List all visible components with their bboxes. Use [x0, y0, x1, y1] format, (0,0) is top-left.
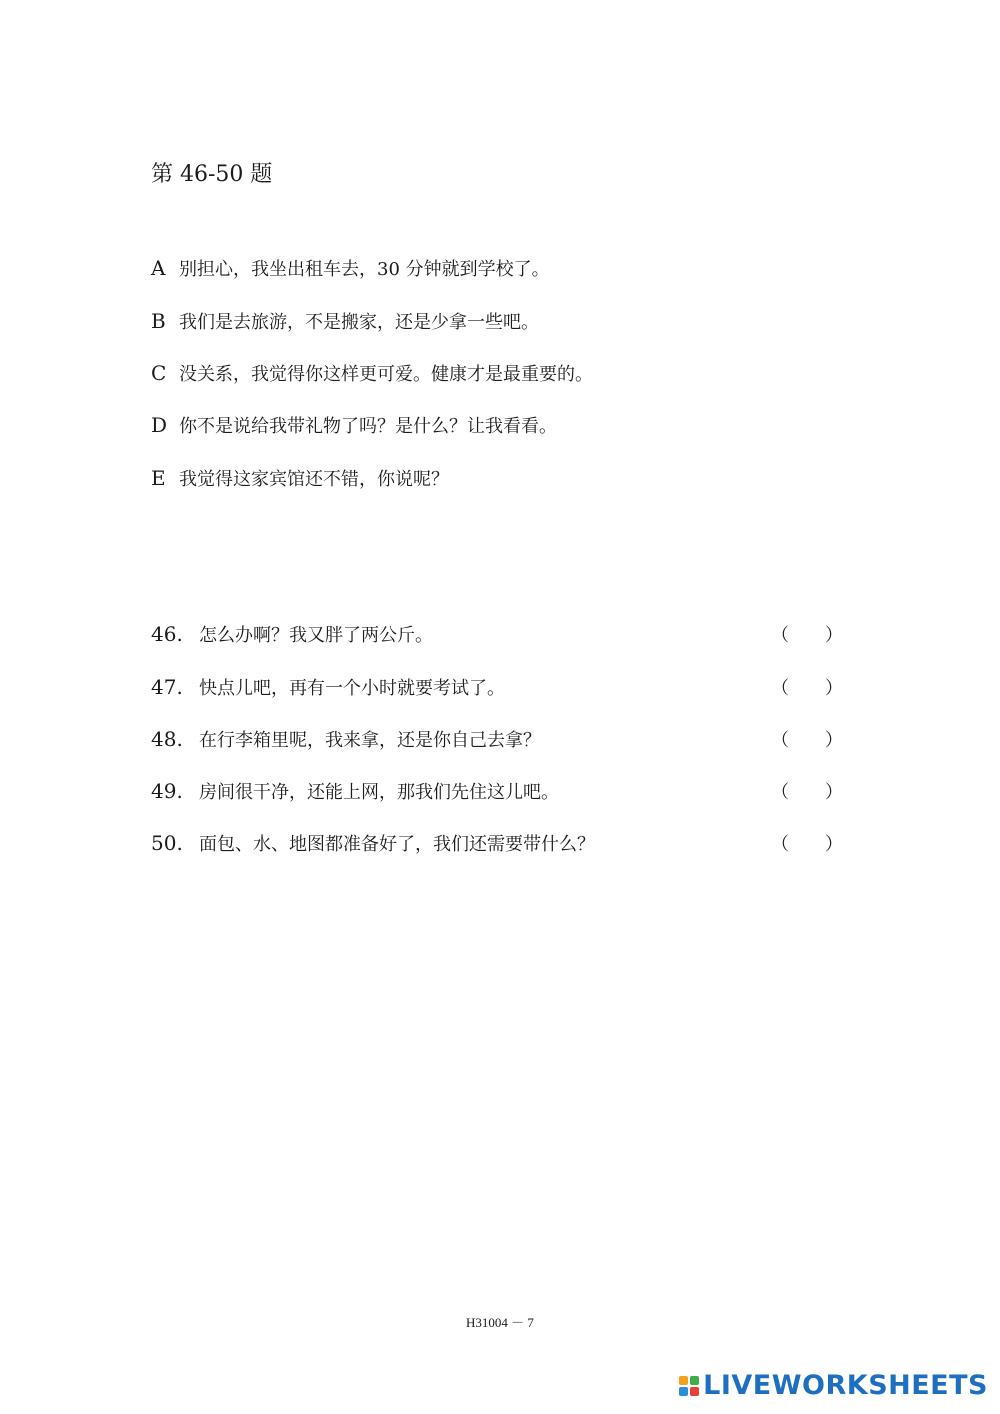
option-text: 没关系，我觉得你这样更可爱。健康才是最重要的。 [179, 364, 593, 385]
option-c [151, 360, 593, 386]
answer-blank[interactable] [771, 726, 843, 752]
question-text: 面包、水、地图都准备好了，我们还需要带什么？ [199, 834, 595, 855]
option-b [151, 308, 539, 334]
section-title: 第 46-50 题 [151, 162, 273, 187]
question-number: 46. [151, 622, 183, 646]
answer-blank[interactable] [771, 830, 843, 856]
answer-open-paren: （ [771, 730, 789, 751]
question-49 [151, 778, 851, 804]
answer-close-paren: ） [825, 730, 843, 751]
option-a [151, 255, 550, 281]
answer-close-paren: ） [825, 625, 843, 646]
option-letter: C [151, 361, 167, 385]
option-text: 别担心，我坐出租车去，30 分钟就到学校了。 [179, 259, 550, 280]
option-text: 我觉得这家宾馆还不错，你说呢？ [179, 469, 449, 490]
answer-close-paren: ） [825, 834, 843, 855]
page-footer: H31004 － 7 [466, 1315, 534, 1330]
answer-blank[interactable] [771, 674, 843, 700]
liveworksheets-grid-icon [679, 1376, 699, 1396]
option-text: 你不是说给我带礼物了吗？是什么？让我看看。 [179, 416, 557, 437]
answer-open-paren: （ [771, 834, 789, 855]
answer-blank[interactable] [771, 621, 843, 647]
option-text: 我们是去旅游，不是搬家，还是少拿一些吧。 [179, 312, 539, 333]
answer-open-paren: （ [771, 678, 789, 699]
option-d [151, 412, 557, 438]
logo-square [690, 1387, 699, 1396]
option-letter: E [151, 466, 166, 490]
question-text: 在行李箱里呢，我来拿，还是你自己去拿？ [199, 730, 541, 751]
answer-close-paren: ） [825, 782, 843, 803]
logo-square [679, 1387, 688, 1396]
option-letter: A [151, 256, 166, 280]
question-number: 47. [151, 675, 183, 699]
question-47 [151, 674, 851, 700]
option-e [151, 465, 449, 491]
answer-close-paren: ） [825, 678, 843, 699]
answer-open-paren: （ [771, 782, 789, 803]
option-letter: B [151, 309, 166, 333]
answer-blank[interactable] [771, 778, 843, 804]
question-50 [151, 830, 851, 856]
question-number: 50. [151, 831, 183, 855]
question-46 [151, 621, 851, 647]
question-text: 房间很干净，还能上网，那我们先住这儿吧。 [199, 782, 559, 803]
question-number: 48. [151, 727, 183, 751]
liveworksheets-logo [679, 1370, 988, 1401]
question-48 [151, 726, 851, 752]
brand-name: LIVEWORKSHEETS [703, 1370, 988, 1401]
question-number: 49. [151, 779, 183, 803]
logo-square [679, 1376, 688, 1385]
logo-square [690, 1376, 699, 1385]
question-text: 怎么办啊？我又胖了两公斤。 [199, 625, 433, 646]
option-letter: D [151, 413, 168, 437]
question-text: 快点儿吧，再有一个小时就要考试了。 [199, 678, 505, 699]
answer-open-paren: （ [771, 625, 789, 646]
